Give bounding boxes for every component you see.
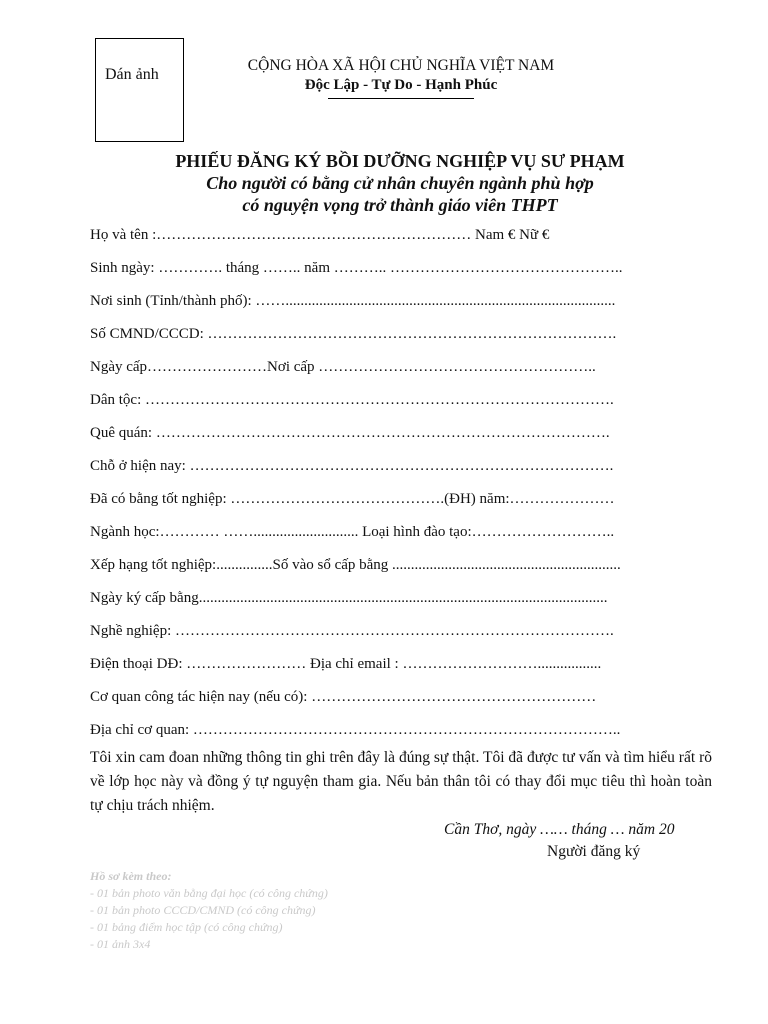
field-current-address[interactable]: Chỗ ở hiện nay: …………………………………………………………………………. [90, 458, 614, 474]
attachment-item: - 01 bản photo CCCD/CMND (có công chứng) [90, 903, 316, 917]
attachments-title: Hồ sơ kèm theo: [90, 869, 172, 883]
attachment-item: - 01 bản photo văn bằng đại học (có công chứng) [90, 886, 328, 900]
field-full-name[interactable]: Họ và tên :……………………………………………………… Nam € Nữ € [90, 227, 550, 243]
field-degree-issue-date[interactable]: Ngày ký cấp bằng............................................................................................................. [90, 590, 608, 606]
field-id-number[interactable]: Số CMND/CCCD: ………………………………………………………………………. [90, 326, 617, 342]
form-subtitle-2: có nguyện vọng trở thành giáo viên THPT [242, 195, 558, 215]
national-motto: Độc Lập - Tự Do - Hạnh Phúc [304, 77, 498, 93]
field-workplace[interactable]: Cơ quan công tác hiện nay (nếu có): ………………………………………………… [90, 689, 597, 705]
attachments-list [90, 868, 328, 953]
field-issue-date-place[interactable]: Ngày cấp……………………Nơi cấp ……………………………………………….. [90, 359, 596, 375]
field-graduation-rank[interactable]: Xếp hạng tốt nghiệp:...............Số vào sổ cấp bằng ............................................................. [90, 557, 621, 573]
field-birth-date[interactable]: Sinh ngày: …………. tháng …….. năm ……….. ……………………………………….. [90, 260, 623, 276]
field-degree[interactable]: Đã có bằng tốt nghiệp: …………………………………….(ĐH) năm:………………… [90, 491, 615, 507]
field-birth-place[interactable]: Nơi sinh (Tỉnh/thành phố): ……........................................................................................ [90, 293, 616, 309]
field-phone-email[interactable]: Điện thoại DĐ: …………………… Địa chỉ email : ………………………................. [90, 656, 602, 672]
attachment-item: - 01 bảng điểm học tập (có công chứng) [90, 920, 283, 934]
field-major-training-type[interactable]: Ngành học:………… ……............................ Loại hình đào tạo:……………………….. [90, 524, 615, 540]
nation-name: CỘNG HÒA XÃ HỘI CHỦ NGHĨA VIỆT NAM [247, 57, 555, 74]
field-hometown[interactable]: Quê quán: ………………………………………………………………………………. [90, 425, 610, 441]
attachment-item: - 01 ảnh 3x4 [90, 937, 151, 951]
field-occupation[interactable]: Nghề nghiệp: ……………………………………………………………………………. [90, 623, 614, 639]
photo-box-label: Dán ảnh [105, 66, 159, 83]
pledge-paragraph: Tôi xin cam đoan những thông tin ghi trên đây là đúng sự thật. Tôi đã được tư vấn và tìm hiểu rất rõ về lớp học này và đồng ý tự nguyện tham gia. Nếu bản thân tôi có thay đổi mục tiêu thì hoàn toàn tự chịu trách nhiệm. [90, 749, 712, 814]
place-date-line: Cần Thơ, ngày …… tháng … năm 20 [444, 821, 675, 838]
motto-underline [328, 98, 474, 99]
form-subtitle-1: Cho người có bằng cử nhân chuyên ngành phù hợp [206, 173, 594, 193]
registrant-label: Người đăng ký [547, 843, 641, 860]
field-ethnicity[interactable]: Dân tộc: …………………………………………………………………………………. [90, 392, 614, 408]
photo-box [95, 38, 184, 142]
field-workplace-address[interactable]: Địa chỉ cơ quan: ………………………………………………………………………….. [90, 722, 621, 738]
form-title: PHIẾU ĐĂNG KÝ BỒI DƯỠNG NGHIỆP VỤ SƯ PHẠM [175, 151, 625, 171]
